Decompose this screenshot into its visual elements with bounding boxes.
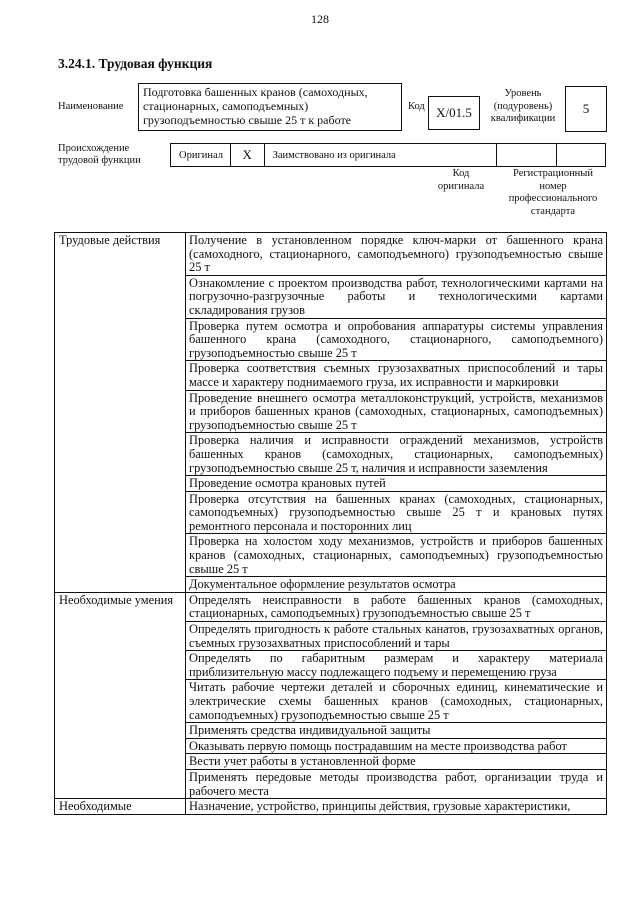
row-heading: Трудовые действия — [55, 233, 186, 593]
table-cell: Назначение, устройство, принципы действия, грузовые характеристики, — [186, 799, 607, 815]
row-heading: Необходимые умения — [55, 592, 186, 798]
table-cell: Ознакомление с проектом производства работ, технологическими картами на погрузочно-разгрузочные работы и технологическими картами складирования грузов — [186, 275, 607, 318]
reg-number-label: Регистрационный номер профессионального стандарта — [508, 168, 598, 217]
table-cell: Проверка путем осмотра и опробования аппаратуры системы управления башенного крана (самоходного, стационарного, самоподъемного) грузоподъемностью свыше 25 т — [186, 318, 607, 361]
page-number: 128 — [311, 12, 329, 26]
level-label: Уровень (подуровень) квалификации — [490, 88, 556, 124]
origin-row — [170, 143, 606, 167]
code-original-cell — [497, 144, 557, 166]
origin-label: Происхождение трудовой функции — [58, 143, 141, 166]
table-cell: Применять средства индивидуальной защиты — [186, 723, 607, 739]
section-title: 3.24.1. Трудовая функция — [58, 56, 213, 71]
code-original-label: Код оригинала — [437, 168, 485, 192]
original-label: Оригинал — [171, 144, 231, 166]
table-cell: Проверка наличия и исправности ограждений механизмов, устройств башенных кранов (самоходных, стационарных, самоподъемных) грузоподъемностью свыше 25 т, наличия и исправности заземления — [186, 433, 607, 476]
table-row — [55, 592, 607, 621]
code-value: X/01.5 — [428, 96, 480, 130]
table-cell: Оказывать первую помощь пострадавшим на месте производства работ — [186, 738, 607, 754]
borrowed-label: Заимствовано из оригинала — [265, 144, 498, 166]
table-cell: Применять передовые методы производства работ, организации труда и рабочего места — [186, 769, 607, 798]
table-row — [55, 233, 607, 276]
level-value: 5 — [565, 86, 607, 132]
table-cell: Определять по габаритным размерам и характеру материала приблизительную массу подлежащего подъему и перемещению груза — [186, 651, 607, 680]
name-value: Подготовка башенных кранов (самоходных, стационарных, самоподъемных) грузоподъемностью свыше 25 т к работе — [138, 83, 402, 131]
table-row — [55, 799, 607, 815]
table-cell: Определять неисправности в работе башенных кранов (самоходных, стационарных, самоподъемных) грузоподъемностью свыше 25 т — [186, 592, 607, 621]
table-cell: Документальное оформление результатов осмотра — [186, 577, 607, 593]
name-label: Наименование — [58, 101, 124, 112]
row-heading: Необходимые — [55, 799, 186, 815]
table-cell: Проверка соответствия съемных грузозахватных приспособлений и тары массе и характеру поднимаемого груза, их исправности и маркировки — [186, 361, 607, 390]
table-cell: Проверка на холостом ходу механизмов, устройств и приборов башенных кранов (самоходных, стационарных, самоподъемных) грузоподъемностью свыше 25 т — [186, 534, 607, 577]
labor-function-table — [54, 232, 607, 815]
table-cell: Проведение внешнего осмотра металлоконструкций, устройств, механизмов и приборов башенных кранов (самоходных, стационарных, самоподъемных) грузоподъемностью свыше 25 т — [186, 390, 607, 433]
original-mark: X — [231, 144, 265, 166]
table-cell: Проверка отсутствия на башенных кранах (самоходных, стационарных, самоподъемных) грузоподъемностью свыше 25 т и крановых путях ремонтного персонала и посторонних лиц — [186, 491, 607, 534]
table-cell: Вести учет работы в установленной форме — [186, 754, 607, 770]
table-cell: Проведение осмотра крановых путей — [186, 476, 607, 492]
table-cell: Определять пригодность к работе стальных канатов, грузозахватных органов, съемных грузозахватных приспособлений и тары — [186, 622, 607, 651]
table-cell: Получение в установленном порядке ключ-марки от башенного крана (самоходного, стационарного, самоподъемного) грузоподъемностью свыше 25 т — [186, 233, 607, 276]
table-cell: Читать рабочие чертежи деталей и сборочных единиц, кинематические и электрические схемы башенных кранов (самоходных, стационарных, самоподъемных) грузоподъемностью свыше 25 т — [186, 680, 607, 723]
code-label: Код — [408, 101, 425, 112]
reg-number-cell — [557, 144, 605, 166]
